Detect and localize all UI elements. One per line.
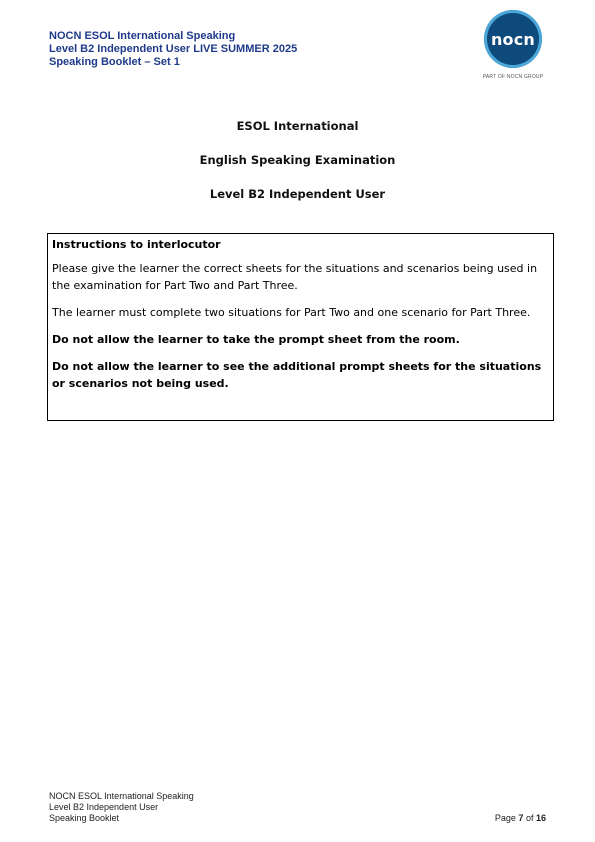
instruction-paragraph: Please give the learner the correct sheets for the situations and scenarios being used in the examination for Part Two and Part Three. <box>52 262 538 292</box>
page-label: Page <box>494 813 516 823</box>
instruction-warning: Do not allow the learner to take the prompt sheet from the room. <box>52 333 460 346</box>
title-esol: ESOL International <box>236 119 359 133</box>
logo-tagline: PART OF NOCN GROUP <box>482 74 544 80</box>
header-title: NOCN ESOL International Speaking <box>49 30 236 42</box>
footer-title: NOCN ESOL International Speaking <box>49 791 194 801</box>
header-level: Level B2 Independent User LIVE SUMMER 2025 <box>49 43 298 55</box>
page-current: 7 <box>518 813 524 823</box>
document-footer <box>49 791 194 824</box>
page-of: of <box>525 813 534 823</box>
footer-level: Level B2 Independent User <box>49 802 159 812</box>
logo-circle-icon <box>484 10 542 68</box>
title-level: Level B2 Independent User <box>209 187 386 201</box>
title-exam: English Speaking Examination <box>199 153 396 167</box>
instruction-warning: Do not allow the learner to see the additional prompt sheets for the situations or scenarios not being used. <box>52 360 542 390</box>
page-total: 16 <box>535 813 546 823</box>
nocn-logo <box>478 10 548 82</box>
logo-text: nocn <box>490 29 536 49</box>
page-number <box>495 813 546 823</box>
document-header <box>49 30 297 69</box>
header-booklet: Speaking Booklet – Set 1 <box>49 56 180 68</box>
instructions-heading: Instructions to interlocutor <box>52 238 221 251</box>
instructions-box <box>47 233 554 421</box>
footer-booklet: Speaking Booklet <box>49 813 120 823</box>
instruction-paragraph: The learner must complete two situations for Part Two and one scenario for Part Three. <box>52 306 531 319</box>
